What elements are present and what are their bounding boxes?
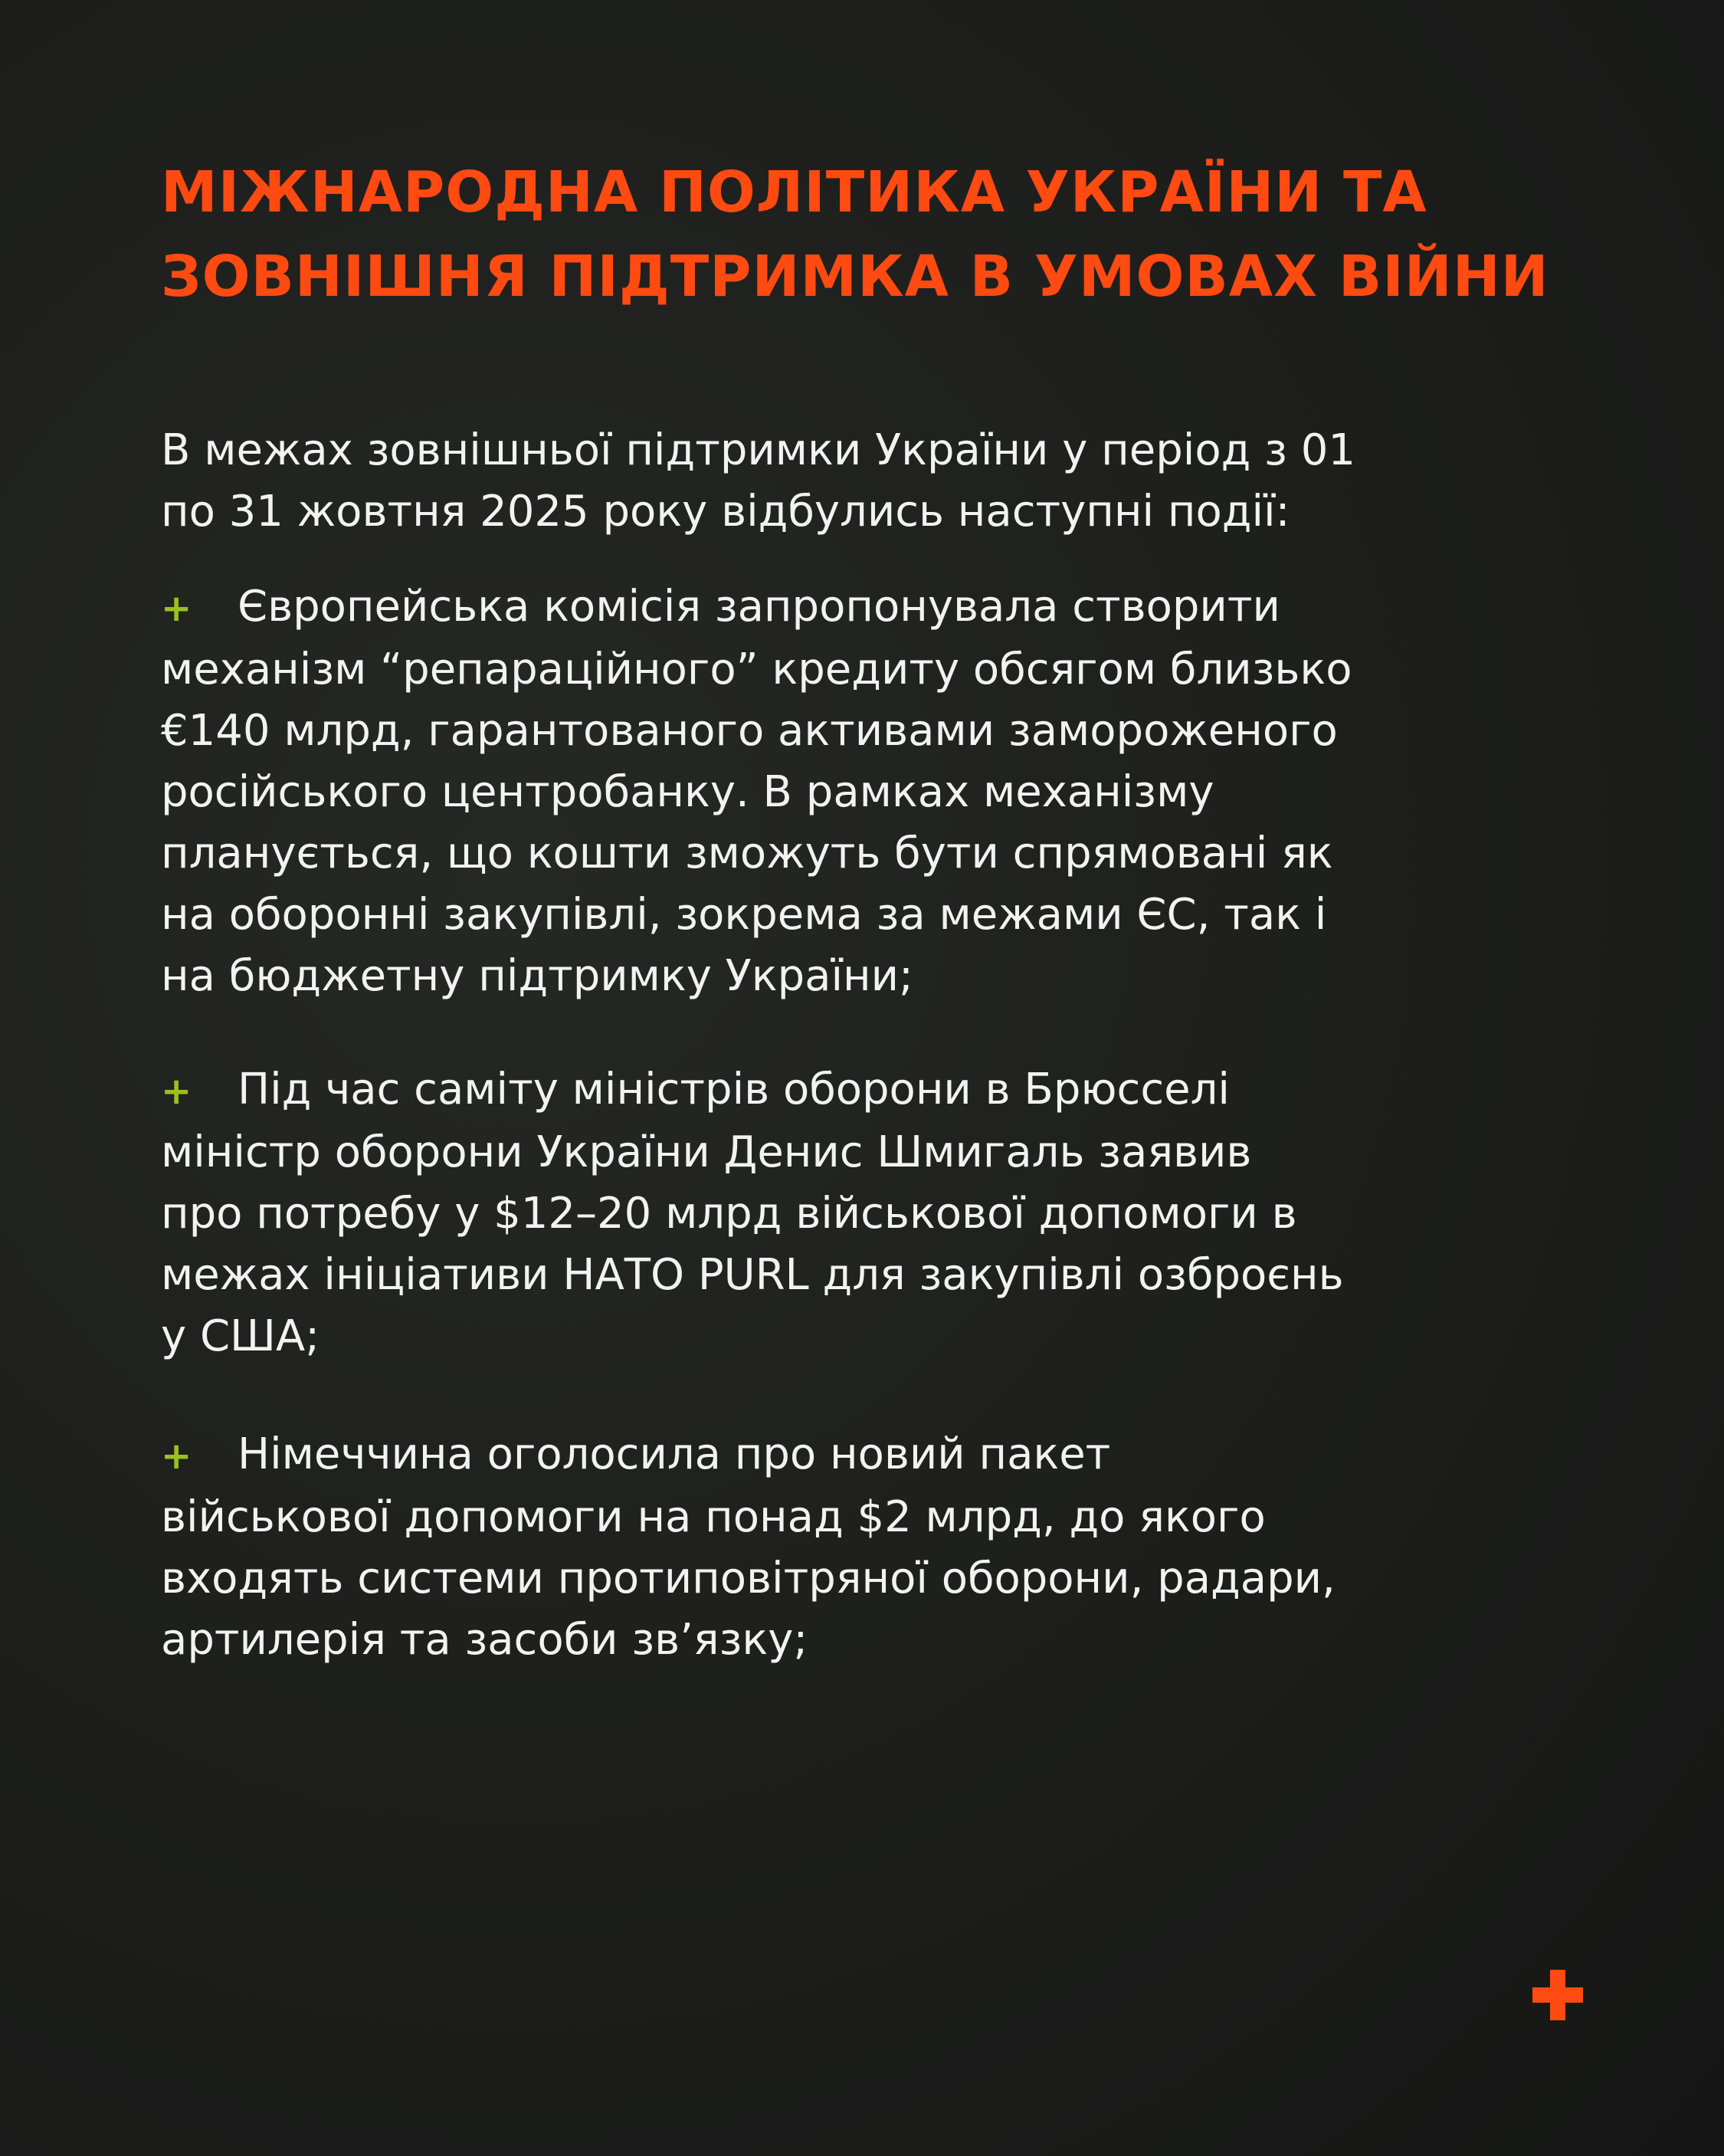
plus-bullet-icon: + — [161, 1070, 192, 1113]
plus-icon — [1532, 1970, 1583, 2020]
bullet-line: межах ініціативи НАТО PURL для закупівлі озброєнь — [161, 1250, 1344, 1300]
intro-line: по 31 жовтня 2025 року відбулись наступні події: — [161, 487, 1290, 537]
bullet-line: планується, що кошти зможуть бути спрямовані як — [161, 829, 1333, 878]
bullet-line: входять системи протиповітряної оборони, радари, — [161, 1554, 1336, 1603]
plus-bullet-icon: + — [161, 587, 192, 630]
bullet-line: на оборонні закупівлі, зокрема за межами ЄС, так і — [161, 890, 1327, 940]
plus-bullet-icon: + — [161, 1435, 192, 1478]
bullet-line: на бюджетну підтримку України; — [161, 951, 913, 1001]
bullet-line: у США; — [161, 1311, 320, 1361]
bullet-line: про потребу у $12–20 млрд військової допомоги в — [161, 1189, 1297, 1239]
bullet-line: механізм “репараційного” кредиту обсягом близько — [161, 645, 1352, 694]
bullet-line: €140 млрд, гарантованого активами замороженого — [161, 706, 1338, 756]
page-title — [161, 150, 1663, 319]
bullet-item-reparation-loan — [161, 576, 1632, 1007]
bullet-line: Німеччина оголосила про новий пакет — [238, 1429, 1111, 1479]
bullet-item-germany-package — [161, 1424, 1632, 1671]
bullet-item-nato-purl — [161, 1059, 1632, 1367]
bullet-line: Європейська комісія запропонувала створити — [238, 582, 1280, 632]
intro-line: В межах зовнішньої підтримки України у період з 01 — [161, 425, 1355, 475]
bullet-line: Під час саміту міністрів оборони в Брюсселі — [238, 1065, 1230, 1114]
bullet-line: артилерія та засоби зв’язку; — [161, 1615, 808, 1665]
title-line: ЗОВНІШНЯ ПІДТРИМКА В УМОВАХ ВІЙНИ — [161, 244, 1549, 310]
bullet-line: військової допомоги на понад $2 млрд, до якого — [161, 1492, 1266, 1542]
intro-paragraph — [161, 420, 1617, 543]
bullet-line: російського центробанку. В рамках механізму — [161, 767, 1214, 817]
title-line: МІЖНАРОДНА ПОЛІТИКА УКРАЇНИ ТА — [161, 159, 1427, 225]
bullet-line: міністр оборони України Денис Шмигаль заявив — [161, 1127, 1252, 1177]
